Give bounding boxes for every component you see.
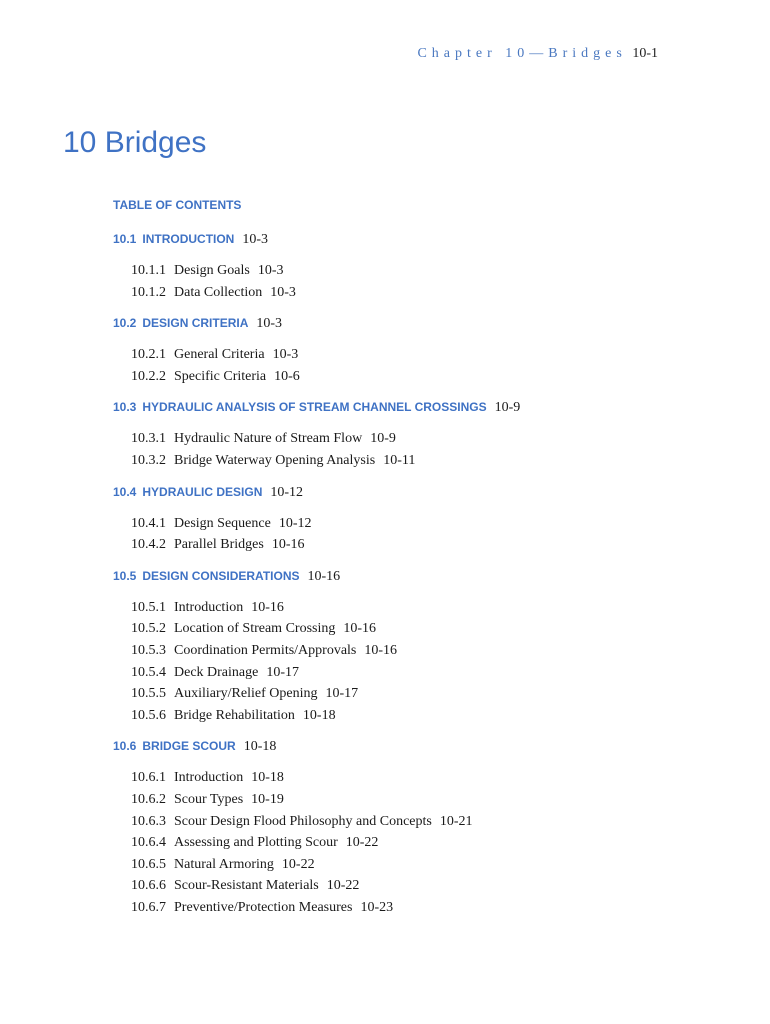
toc-subsection-title: Bridge Waterway Opening Analysis [174, 453, 376, 468]
header-chapter-text: Chapter 10—Bridges [417, 46, 627, 61]
toc-subsection-10-5-3[interactable] [131, 643, 397, 659]
toc-subsection-page: 10-12 [278, 515, 312, 531]
toc-subsection-number: 10.5.6 [131, 707, 166, 723]
toc-subsection-page: 10-11 [383, 453, 416, 468]
toc-subsection-10-6-1[interactable] [131, 770, 284, 786]
toc-subsection-number: 10.1.2 [131, 284, 166, 300]
toc-subsection-number: 10.2.1 [131, 347, 166, 363]
toc-subsection-number: 10.3.1 [131, 431, 166, 447]
toc-subsection-number: 10.2.2 [131, 368, 166, 384]
toc-subsection-page: 10-16 [343, 621, 377, 637]
toc-subsection-number: 10.3.2 [131, 453, 166, 468]
toc-subsection-10-1-2[interactable] [131, 285, 296, 301]
toc-subsection-10-5-5[interactable] [131, 686, 358, 702]
toc-subsection-10-6-3[interactable] [131, 814, 473, 830]
toc-subsection-number: 10.5.2 [131, 621, 166, 637]
toc-subsection-title: Deck Drainage [174, 664, 259, 680]
toc-subsection-title: Auxiliary/Relief Opening [174, 686, 318, 702]
header-page-number: 10-1 [632, 46, 658, 61]
toc-subsection-title: Bridge Rehabilitation [174, 707, 295, 723]
chapter-title: 10 Bridges [63, 126, 207, 159]
toc-subsection-title: Parallel Bridges [174, 537, 264, 553]
toc-section-10-2[interactable] [113, 316, 282, 332]
toc-subsection-title: Natural Armoring [174, 856, 274, 872]
toc-section-number: 10.2 [113, 316, 137, 331]
toc-subsection-number: 10.5.3 [131, 643, 166, 658]
toc-subsection-10-2-2[interactable] [131, 369, 300, 385]
toc-section-page: 10-18 [243, 739, 277, 755]
toc-section-10-6[interactable] [113, 739, 276, 755]
toc-section-title: HYDRAULIC ANALYSIS OF STREAM CHANNEL CROSSINGS [142, 400, 487, 415]
toc-section-title: INTRODUCTION [142, 232, 235, 246]
toc-section-title: BRIDGE SCOUR [142, 739, 236, 754]
toc-subsection-page: 10-6 [274, 368, 300, 384]
toc-section-number: 10.5 [113, 568, 137, 583]
toc-subsection-10-1-1[interactable] [131, 263, 284, 279]
toc-section-number: 10.1 [113, 232, 137, 246]
toc-section-title: HYDRAULIC DESIGN [142, 484, 263, 499]
toc-section-number: 10.3 [113, 400, 137, 415]
toc-subsection-title: Design Goals [174, 263, 250, 278]
toc-section-page: 10-12 [270, 484, 304, 500]
toc-subsection-10-6-2[interactable] [131, 792, 284, 808]
toc-subsection-page: 10-3 [270, 284, 296, 300]
toc-subsection-number: 10.6.7 [131, 900, 166, 915]
toc-subsection-page: 10-23 [360, 900, 394, 915]
toc-subsection-10-2-1[interactable] [131, 347, 298, 363]
toc-subsection-title: Preventive/Protection Measures [174, 900, 353, 915]
toc-section-page: 10-3 [242, 232, 269, 247]
toc-subsection-title: Location of Stream Crossing [174, 621, 336, 637]
toc-subsection-page: 10-16 [271, 537, 305, 553]
toc-subsection-10-6-7[interactable] [131, 900, 393, 916]
toc-section-number: 10.6 [113, 739, 137, 754]
toc-section-10-4[interactable] [113, 485, 303, 501]
toc-subsection-page: 10-17 [266, 664, 300, 680]
toc-subsection-10-5-4[interactable] [131, 665, 299, 681]
toc-subsection-10-5-1[interactable] [131, 600, 284, 616]
toc-subsection-page: 10-18 [302, 707, 336, 723]
toc-heading: TABLE OF CONTENTS [113, 198, 242, 212]
toc-subsection-page: 10-19 [251, 792, 284, 807]
toc-subsection-title: Scour Design Flood Philosophy and Concepts [174, 813, 432, 829]
toc-subsection-page: 10-22 [345, 835, 379, 851]
toc-subsection-title: Assessing and Plotting Scour [174, 835, 338, 851]
toc-subsection-10-6-5[interactable] [131, 857, 315, 873]
toc-subsection-title: General Criteria [174, 347, 265, 363]
toc-subsection-page: 10-3 [272, 347, 299, 363]
toc-subsection-title: Coordination Permits/Approvals [174, 643, 357, 658]
toc-subsection-number: 10.5.4 [131, 664, 166, 680]
toc-subsection-10-4-1[interactable] [131, 516, 311, 532]
toc-subsection-title: Data Collection [174, 284, 263, 300]
toc-subsection-title: Design Sequence [174, 515, 271, 531]
toc-subsection-title: Scour Types [174, 792, 244, 807]
toc-subsection-10-4-2[interactable] [131, 537, 304, 553]
toc-subsection-page: 10-21 [439, 813, 473, 829]
toc-subsection-title: Scour-Resistant Materials [174, 878, 319, 894]
toc-subsection-page: 10-17 [325, 686, 359, 702]
toc-subsection-page: 10-22 [326, 878, 360, 894]
running-header [417, 46, 658, 62]
toc-subsection-page: 10-3 [257, 263, 284, 278]
toc-subsection-number: 10.4.1 [131, 515, 166, 531]
toc-subsection-number: 10.6.1 [131, 770, 166, 786]
toc-subsection-10-6-6[interactable] [131, 878, 359, 894]
toc-subsection-number: 10.6.5 [131, 856, 166, 872]
toc-subsection-number: 10.6.2 [131, 792, 166, 807]
toc-subsection-title: Introduction [174, 599, 244, 615]
toc-subsection-number: 10.5.1 [131, 599, 166, 615]
toc-subsection-title: Specific Criteria [174, 368, 267, 384]
toc-subsection-10-3-2[interactable] [131, 453, 415, 469]
toc-section-10-3[interactable] [113, 400, 520, 416]
toc-section-title: DESIGN CRITERIA [142, 316, 249, 331]
toc-subsection-page: 10-18 [251, 770, 284, 786]
toc-subsection-page: 10-16 [251, 599, 284, 615]
toc-section-title: DESIGN CONSIDERATIONS [142, 568, 300, 583]
toc-subsection-10-6-4[interactable] [131, 835, 378, 851]
toc-subsection-10-3-1[interactable] [131, 431, 396, 447]
toc-section-10-1[interactable] [113, 232, 268, 248]
toc-section-number: 10.4 [113, 484, 137, 499]
toc-subsection-title: Introduction [174, 770, 244, 786]
toc-subsection-number: 10.6.6 [131, 878, 166, 894]
toc-subsection-number: 10.6.3 [131, 813, 166, 829]
toc-subsection-number: 10.5.5 [131, 686, 166, 702]
toc-subsection-10-5-2[interactable] [131, 621, 376, 637]
toc-section-10-5[interactable] [113, 569, 340, 585]
toc-subsection-title: Hydraulic Nature of Stream Flow [174, 431, 363, 447]
toc-section-page: 10-3 [256, 316, 283, 332]
toc-subsection-page: 10-9 [370, 431, 396, 447]
toc-section-page: 10-9 [494, 400, 521, 416]
toc-subsection-number: 10.1.1 [131, 263, 166, 278]
toc-subsection-number: 10.4.2 [131, 537, 166, 553]
toc-subsection-page: 10-22 [281, 856, 315, 872]
toc-subsection-page: 10-16 [364, 643, 398, 658]
toc-subsection-10-5-6[interactable] [131, 708, 336, 724]
toc-subsection-number: 10.6.4 [131, 835, 166, 851]
toc-section-page: 10-16 [307, 568, 341, 584]
